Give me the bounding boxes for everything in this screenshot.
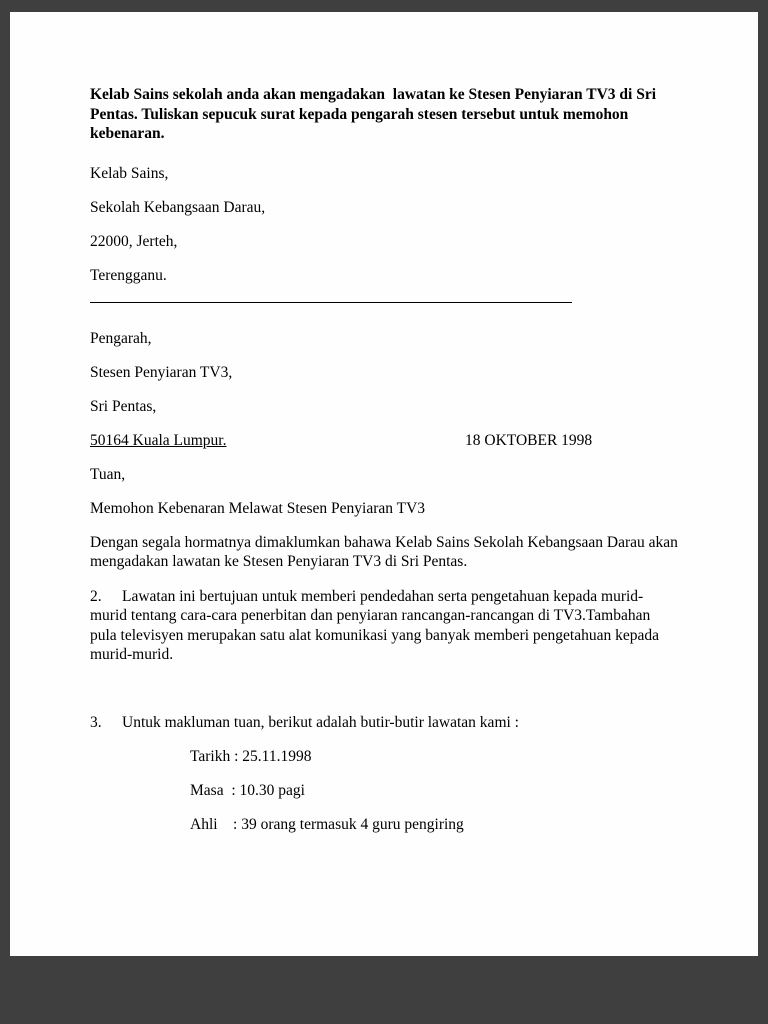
sender-address-line: Terengganu.	[90, 266, 167, 284]
sender-address-line: 22000, Jerteh,	[90, 232, 178, 250]
body-paragraph	[90, 533, 680, 572]
paragraph-text: Untuk makluman tuan, berikut adalah butir-butir lawatan kami :	[122, 713, 519, 731]
visit-detail-line: Masa : 10.30 pagi	[190, 782, 305, 799]
body-paragraph	[90, 587, 680, 665]
recipient-address-line: Pengarah,	[90, 329, 152, 347]
horizontal-divider-line	[90, 301, 572, 303]
body-paragraph	[90, 713, 680, 733]
visit-detail-line: Tarikh : 25.11.1998	[190, 748, 312, 765]
visit-detail-line: Ahli : 39 orang termasuk 4 guru pengiring	[190, 816, 464, 833]
sender-address-line: Sekolah Kebangsaan Darau,	[90, 198, 266, 216]
recipient-address-line: Stesen Penyiaran TV3,	[90, 363, 233, 381]
paragraph-number: 2.	[90, 587, 102, 605]
paragraph-text: Lawatan ini bertujuan untuk memberi pendedahan serta pengetahuan kepada murid-murid tentang cara-cara penerbitan dan penyiaran rancangan-rancangan di TV3.Tambahan pula televisyen merupakan satu alat komunikasi yang banyak memberi pengetahuan kepada murid-murid.	[90, 587, 659, 663]
question-prompt: Kelab Sains sekolah anda akan mengadakan lawatan ke Stesen Penyiaran TV3 di Sri Pentas. Tuliskan sepucuk surat kepada pengarah stesen tersebut untuk memohon kebenaran.	[90, 86, 660, 142]
recipient-city: 50164 Kuala Lumpur.	[90, 431, 227, 449]
sender-address-line: Kelab Sains,	[90, 164, 169, 182]
letter-page	[10, 12, 758, 956]
recipient-city-date-line	[90, 431, 680, 450]
salutation: Tuan,	[90, 465, 126, 483]
letter-date: 18 OKTOBER 1998	[465, 431, 593, 449]
recipient-address-line: Sri Pentas,	[90, 397, 157, 415]
paragraph-number: 3.	[90, 713, 102, 731]
subject-line: Memohon Kebenaran Melawat Stesen Penyiaran TV3	[90, 499, 426, 517]
paragraph-text: Dengan segala hormatnya dimaklumkan bahawa Kelab Sains Sekolah Kebangsaan Darau akan mengadakan lawatan ke Stesen Penyiaran TV3 di Sri Pentas.	[90, 533, 678, 570]
